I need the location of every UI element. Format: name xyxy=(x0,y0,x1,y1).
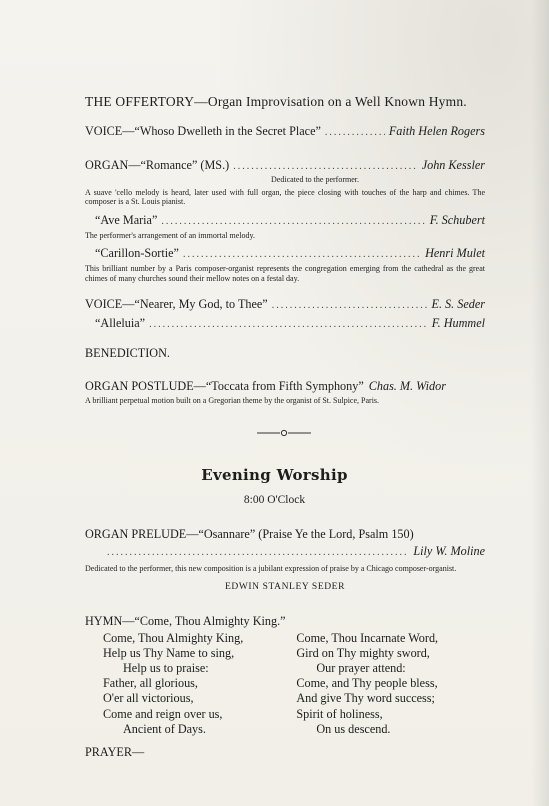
page-edge-shadow xyxy=(531,0,549,806)
carillon-composer: Henri Mulet xyxy=(425,246,485,260)
dot-leader xyxy=(272,298,428,313)
hymn-line: O'er all victorious, xyxy=(103,691,194,706)
hymn-line: Gird on Thy mighty sword, xyxy=(296,645,430,660)
hymn-verse-2 xyxy=(296,631,485,737)
carillon-note: This brilliant number by a Paris composer-organist represents the congregation emerging from the cathedral as the great chimes of many churches sound their mellow notes on a festal day. xyxy=(85,264,485,283)
benediction: BENEDICTION. xyxy=(85,346,170,360)
voice-2-title: VOICE—“Nearer, My God, to Thee” xyxy=(85,297,268,311)
postlude-title: ORGAN POSTLUDE—“Toccata from Fifth Symphony” xyxy=(85,379,364,393)
hymn-line: And give Thy word success; xyxy=(296,691,435,706)
dot-leader xyxy=(161,214,425,229)
dot-leader xyxy=(149,317,428,332)
dot-leader xyxy=(325,125,385,140)
prelude-composer: Lily W. Moline xyxy=(413,544,485,558)
postlude-entry xyxy=(85,379,485,394)
offertory-heading: THE OFFERTORY—Organ Improvisation on a Well Known Hymn. xyxy=(85,94,467,109)
hymn-line: Come, and Thy people bless, xyxy=(296,676,438,691)
prelude-note: Dedicated to the performer, this new composition is a jubilant expression of praise by a Chicago composer-organist. xyxy=(85,564,457,573)
hymn-line: Our prayer attend: xyxy=(316,660,406,675)
organ-entry xyxy=(85,158,485,174)
alleluia-entry xyxy=(85,316,485,332)
evening-program xyxy=(85,527,485,760)
ave-maria-note: The performer's arrangement of an immortal melody. xyxy=(85,230,255,240)
hymn-line: Ancient of Days. xyxy=(123,721,206,736)
postlude-note: A brilliant perpetual motion built on a Gregorian theme by the organist of St. Sulpice, Paris. xyxy=(85,396,380,405)
hymn-title: HYMN—“Come, Thou Almighty King.” xyxy=(85,613,286,628)
voice-2-composer: E. S. Seder xyxy=(431,297,485,311)
hymn-line: Father, all glorious, xyxy=(103,676,198,691)
alleluia-title: “Alleluia” xyxy=(95,316,146,330)
ave-maria-entry xyxy=(85,213,485,229)
ave-maria-composer: F. Schubert xyxy=(429,212,485,227)
postlude-composer: Chas. M. Widor xyxy=(368,379,446,393)
morning-program xyxy=(85,94,485,412)
hymn-line: Spirit of holiness, xyxy=(296,706,383,721)
hymn-verse-1 xyxy=(85,631,296,737)
prelude-title: ORGAN PRELUDE—“Osannare” (Praise Ye the Lord, Psalm 150) xyxy=(85,527,414,541)
divider-ornament xyxy=(257,428,311,438)
carillon-title: “Carillon-Sortie” xyxy=(95,246,179,260)
carillon-entry xyxy=(85,246,485,262)
hymn-line: Come and reign over us, xyxy=(103,706,223,721)
organ-dedication: Dedicated to the performer. xyxy=(271,175,359,184)
dot-leader xyxy=(107,545,409,560)
hymn-verses xyxy=(85,631,485,737)
performer-name: EDWIN STANLEY SEDER xyxy=(224,581,346,592)
hymn-line: On us descend. xyxy=(316,721,391,736)
organ-title: ORGAN—“Romance” (MS.) xyxy=(85,158,230,172)
voice-entry-1 xyxy=(85,124,485,140)
organ-composer: John Kessler xyxy=(421,158,485,172)
hymn-line: Come, Thou Incarnate Word, xyxy=(296,630,439,645)
alleluia-composer: F. Hummel xyxy=(431,316,485,330)
voice-entry-2 xyxy=(85,297,485,313)
dot-leader xyxy=(233,159,417,174)
dot-leader xyxy=(183,247,421,262)
ave-maria-title: “Ave Maria” xyxy=(95,212,158,227)
hymn-line: Come, Thou Almighty King, xyxy=(103,630,244,645)
voice-1-title: VOICE—“Whoso Dwelleth in the Secret Place” xyxy=(85,124,321,138)
evening-title: Evening Worship xyxy=(201,466,348,484)
evening-time: 8:00 O'Clock xyxy=(243,494,306,506)
prelude-composer-line xyxy=(85,544,485,560)
hymn-line: Help us to praise: xyxy=(123,660,209,675)
organ-note: A suave 'cello melody is heard, later used with full organ, the piece closing with touches of the harp and chimes. The composer is a St. Louis pianist. xyxy=(85,187,485,206)
hymn-line: Help us Thy Name to sing, xyxy=(103,645,235,660)
voice-1-performer: Faith Helen Rogers xyxy=(388,124,485,138)
prayer-heading: PRAYER— xyxy=(85,744,145,759)
